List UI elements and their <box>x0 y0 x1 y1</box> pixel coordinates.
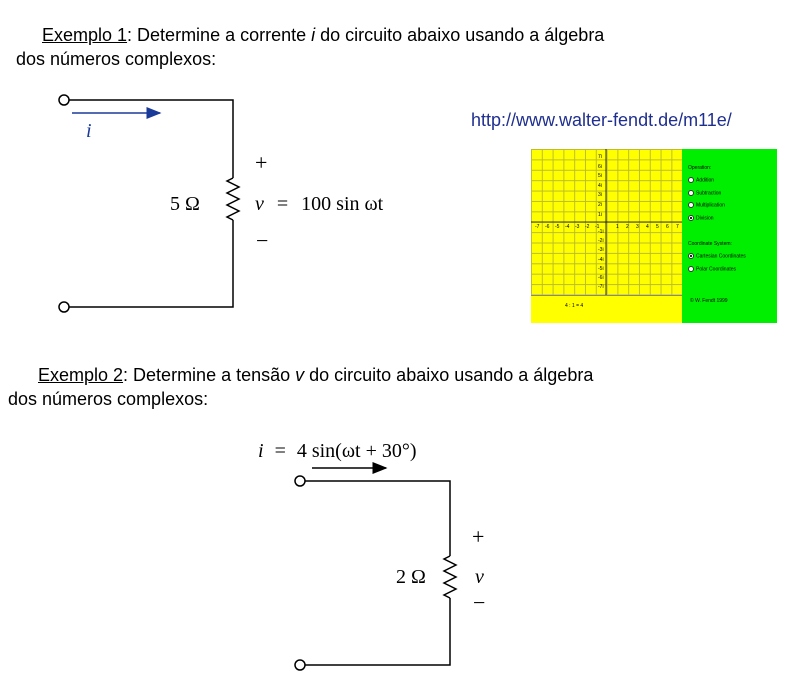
applet-x-tick: -7 <box>535 224 540 230</box>
applet-y-tick: -4i <box>598 256 604 263</box>
applet-x-tick: -5 <box>555 224 560 230</box>
example2-line1 <box>38 364 593 386</box>
circuit2-wires <box>295 468 456 670</box>
circuit2-voltage-var: v <box>475 566 484 588</box>
circuit1-equals: = <box>276 193 289 215</box>
circuit2-current-equation <box>258 440 417 463</box>
applet-operation-option-label: Division <box>696 214 714 221</box>
circuit1-resistor-label: 5 Ω <box>170 193 200 215</box>
applet-x-tick: 7 <box>676 224 679 230</box>
applet-x-tick: 3 <box>636 224 639 230</box>
resistor-1 <box>227 178 239 220</box>
circuit1-voltage-expr: 100 sin ωt <box>301 193 384 215</box>
applet-x-tick: 1 <box>616 224 619 230</box>
applet-y-tick: 4i <box>598 182 602 189</box>
applet-copyright: © W. Fendt 1999 <box>690 298 728 304</box>
circuit1-voltage-var: v <box>255 193 264 215</box>
applet-operation-option-label: Multiplication <box>696 202 725 209</box>
circuit1-plus: + <box>255 150 268 175</box>
applet-x-tick: -3 <box>575 224 580 230</box>
applet-coord-title: Coordinate System: <box>688 241 732 247</box>
applet-controls <box>682 149 777 323</box>
applet-x-tick: 4 <box>646 224 649 230</box>
applet-x-tick: 5 <box>656 224 659 230</box>
terminal-top-1 <box>59 95 69 105</box>
terminal-bottom-1 <box>59 302 69 312</box>
circuit1-current-label: i <box>86 120 92 142</box>
circuit2-resistor-label: 2 Ω <box>396 566 426 588</box>
circuit2-minus: − <box>473 590 486 615</box>
applet-coord-option-label: Cartesian Coordinates <box>696 253 746 260</box>
applet-y-tick: -5i <box>598 265 604 272</box>
applet-x-tick: 2 <box>626 224 629 230</box>
circuit1-minus: − <box>256 228 269 253</box>
applet-x-tick: 6 <box>666 224 669 230</box>
applet-y-tick: 2i <box>598 202 602 208</box>
applet-coord-option[interactable] <box>688 266 736 272</box>
circuit2-equals: = <box>274 440 286 462</box>
applet-y-tick: 6i <box>598 163 602 170</box>
radio-icon[interactable] <box>688 177 694 183</box>
applet-y-tick: 1i <box>598 211 602 218</box>
applet-x-tick: -1 <box>595 224 600 230</box>
example1-var: i <box>311 25 316 45</box>
circuit2-plus: + <box>472 524 485 549</box>
applet-x-tick: -2 <box>585 224 590 230</box>
applet-operation-option-label: Subtraction <box>696 189 722 196</box>
example2-text-b: do circuito abaixo usando a álgebra <box>304 365 594 385</box>
resistor-2 <box>444 556 456 598</box>
applet-operation-option-label: Addition <box>696 177 715 184</box>
applet-y-tick: 3i <box>598 192 602 199</box>
applet-y-tick: -7i <box>598 284 604 291</box>
applet-y-tick: -1i <box>598 229 604 235</box>
circuit2-current-expr: 4 sin(ωt + 30°) <box>296 440 417 462</box>
applet-y-tick: 7i <box>598 154 602 160</box>
circuit1-voltage-equation <box>255 193 383 216</box>
radio-icon[interactable] <box>688 253 694 259</box>
example1-line2: dos números complexos: <box>16 49 217 69</box>
applet-status-bar <box>531 295 682 323</box>
applet-y-tick: -6i <box>598 275 604 281</box>
example2-text-a: : Determine a tensão <box>123 365 296 385</box>
applet-grid <box>531 149 682 295</box>
applet-y-tick: 5i <box>598 173 602 180</box>
terminal-bottom-2 <box>295 660 305 670</box>
applet-y-tick: -2i <box>598 238 604 245</box>
applet-operation-title: Operation: <box>688 165 712 171</box>
circuit2-current-var: i <box>258 440 264 462</box>
applet-y-tick: -3i <box>598 247 604 254</box>
example2-label: Exemplo 2 <box>38 365 124 385</box>
applet-operation-option[interactable] <box>688 177 714 183</box>
applet-coord-option-label: Polar Coordinates <box>696 265 737 272</box>
radio-icon[interactable] <box>688 266 694 272</box>
applet-status-text: 4 : 1 = 4 <box>565 303 584 309</box>
terminal-top-2 <box>295 476 305 486</box>
applet-thumbnail <box>531 149 777 323</box>
example1-label: Exemplo 1 <box>42 25 128 45</box>
radio-icon[interactable] <box>688 190 694 196</box>
radio-icon[interactable] <box>688 202 694 208</box>
example2-var: v <box>295 365 305 385</box>
radio-icon[interactable] <box>688 215 694 221</box>
applet-x-tick: -6 <box>545 224 550 230</box>
example1-text-a: : Determine a corrente <box>127 25 312 45</box>
applet-x-tick: -4 <box>565 224 570 230</box>
applet-operation-option[interactable] <box>688 202 725 208</box>
example2-line2: dos números complexos: <box>8 389 209 409</box>
applet-operation-option[interactable] <box>688 215 714 221</box>
applet-coord-option[interactable] <box>688 253 746 259</box>
applet-link[interactable]: http://www.walter-fendt.de/m11e/ <box>471 110 732 130</box>
applet-operation-option[interactable] <box>688 190 721 196</box>
example1-text-b: do circuito abaixo usando a álgebra <box>315 25 605 45</box>
